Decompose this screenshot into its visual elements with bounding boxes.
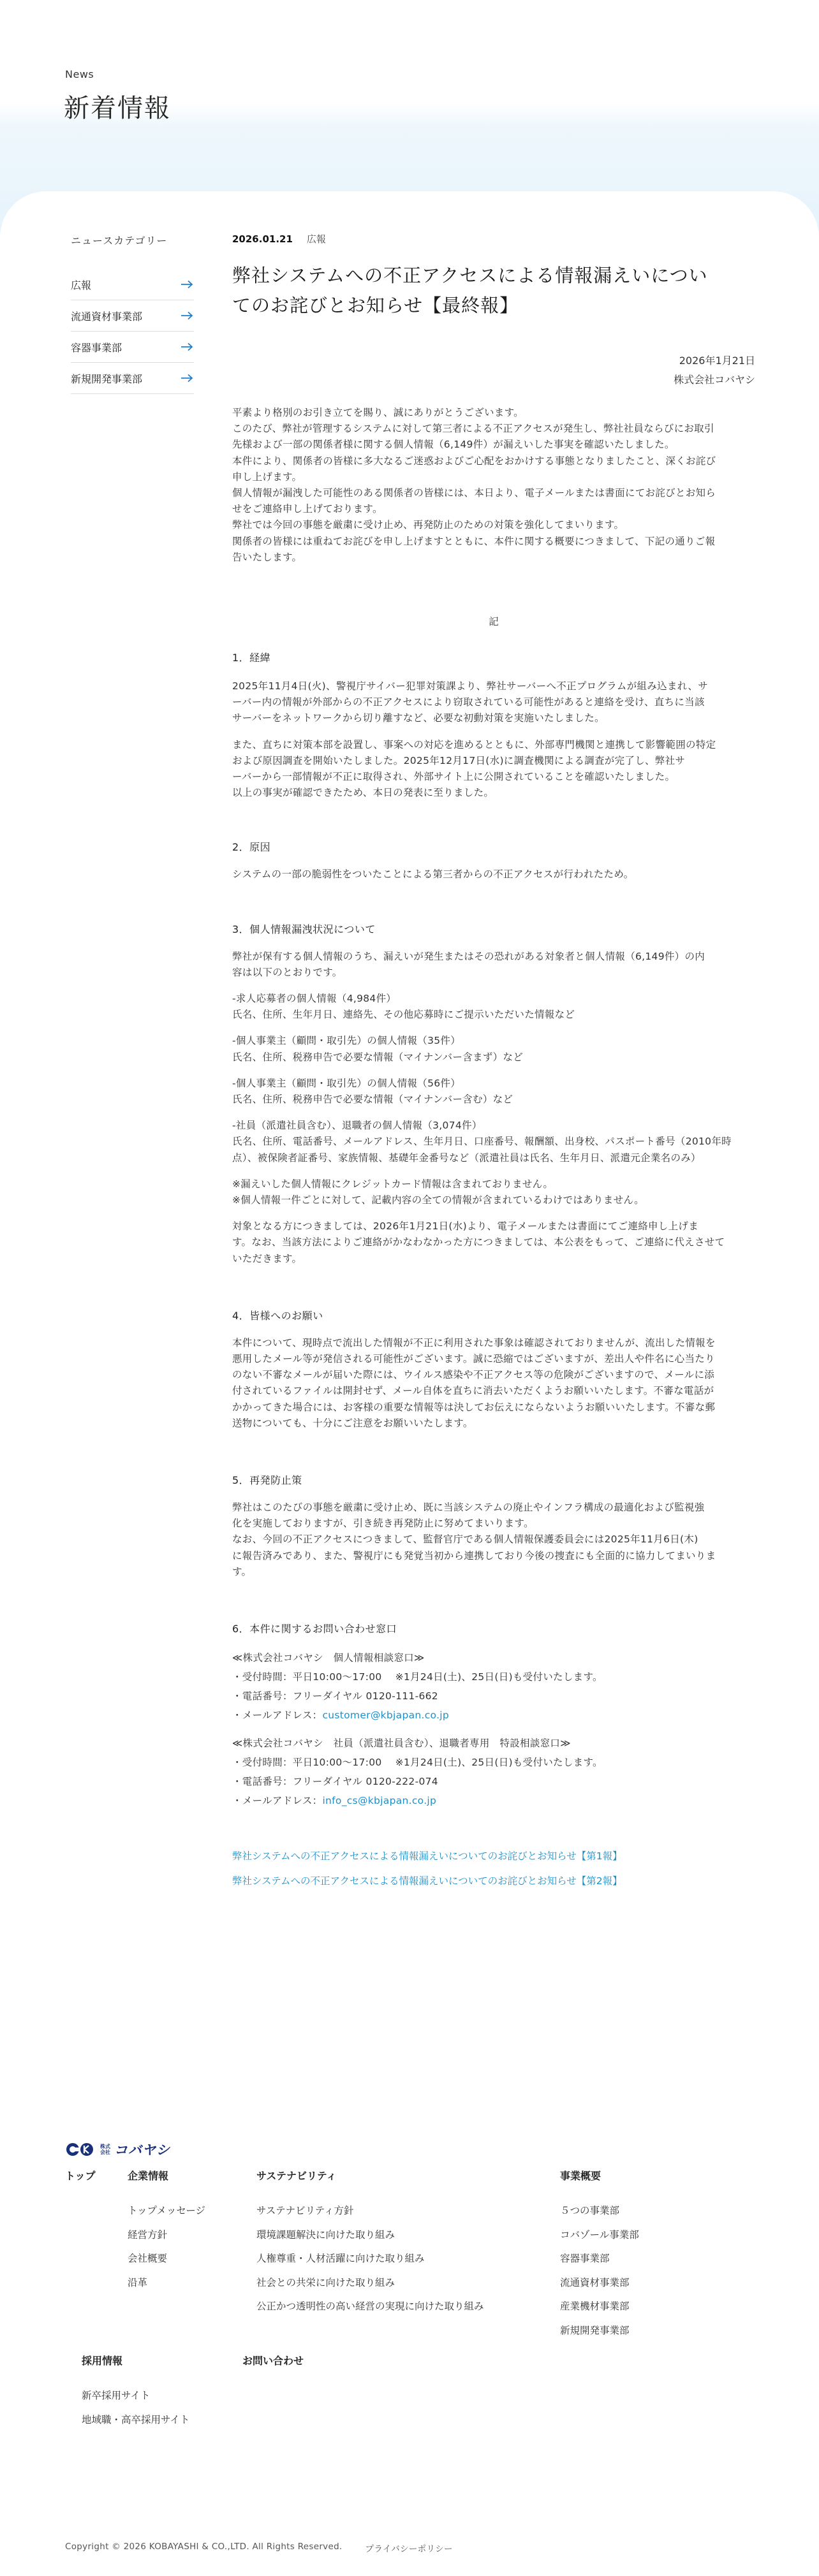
section-3 — [232, 921, 755, 1267]
footer-heading-sustainability[interactable]: サステナビリティ — [256, 2170, 337, 2182]
text-line: ※漏えいした個人情報にクレジットカード情報は含まれておりません。 — [232, 1178, 554, 1190]
section-heading: 4．皆様へのお願い — [232, 1309, 323, 1322]
related-link-report-1[interactable]: 弊社システムへの不正アクセスによる情報漏えいについてのお詫びとお知らせ【第1報】 — [232, 1850, 623, 1862]
section-paragraph — [232, 737, 755, 801]
text-line: 容は以下のとおりです。 — [232, 966, 343, 978]
text-line: す。 — [232, 1565, 252, 1577]
article-category: 広報 — [306, 233, 326, 245]
article-signature — [232, 351, 755, 390]
contact-mail-label: ・メールアドレス： — [232, 1795, 323, 1807]
contact-mail-label: ・メールアドレス： — [232, 1709, 323, 1722]
logo-small-text — [100, 2144, 110, 2155]
section-heading: 6．本件に関するお問い合わせ窓口 — [232, 1623, 397, 1636]
contact-mail-row — [232, 1706, 755, 1725]
text-line: なお、今回の不正アクセスにつきまして、監督官庁である個人情報保護委員会には2025年11月6日(木) — [232, 1533, 698, 1546]
footer-link[interactable]: 会社概要 — [128, 2253, 168, 2264]
text-line: 2025年11月4日(火)、警視庁サイバー犯罪対策課より、弊社サーバーへ不正プログラムが組み込まれ、サ — [232, 680, 709, 692]
text-line: 平素より格別のお引き立てを賜り、誠にありがとうございます。 — [232, 406, 524, 418]
footer-link[interactable]: 環境課題解決に向けた取り組み — [256, 2228, 395, 2241]
footer-link[interactable]: ５つの事業部 — [560, 2205, 620, 2216]
section-heading: 3．個人情報漏洩状況について — [232, 923, 376, 935]
sidebar-item-label: 広報 — [71, 279, 92, 291]
section-paragraph — [232, 867, 755, 882]
footer-logo[interactable] — [66, 2140, 170, 2159]
leak-item — [232, 1118, 755, 1166]
section-paragraph — [232, 949, 755, 981]
text-line: -個人事業主（顧問・取引先）の個人情報（56件） — [232, 1077, 461, 1089]
text-line: に報告済みであり、また、警視庁にも発覚当初から連携しており今後の捜査にも全面的に協力してまいりま — [232, 1549, 716, 1562]
related-link-report-2[interactable]: 弊社システムへの不正アクセスによる情報漏えいについてのお詫びとお知らせ【第2報】 — [232, 1875, 623, 1887]
text-line: 弊社はこのたびの事態を厳粛に受け止め、既に当該システムの廃止やインフラ構成の最適化および監視強 — [232, 1502, 705, 1514]
news-category-sidebar — [71, 233, 194, 394]
footer-link[interactable]: トップメッセージ — [128, 2205, 205, 2216]
sidebar-item-label: 新規開発事業部 — [71, 372, 143, 385]
footer-bottom — [65, 2542, 453, 2554]
text-line: 本件により、関係者の皆様に多大なるご迷惑およびご心配をおかけする事態となりましたこと、深くお詫び — [232, 455, 716, 467]
section-paragraph — [232, 1218, 755, 1267]
footer-col-contact — [242, 2353, 304, 2367]
section-heading: 2．原因 — [232, 841, 271, 854]
footer-col-top — [65, 2168, 96, 2183]
leak-note — [232, 1176, 755, 1208]
text-line: 先様および一部の関係者様に関する個人情報（6,149件）が漏えいした事実を確認いたしました。 — [232, 439, 675, 451]
privacy-policy-link[interactable]: プライバシーポリシー — [365, 2544, 453, 2554]
text-line: 氏名、住所、電話番号、メールアドレス、生年月日、口座番号、報酬額、出身校、パスポート番号（2010年時 — [232, 1136, 732, 1148]
text-line: 化を実施しておりますが、引き続き再発防止に努めてまいります。 — [232, 1518, 534, 1530]
text-line: サーバーをネットワークから切り離すなど、必要な初動対策を実施いたしました。 — [232, 712, 605, 724]
section-4 — [232, 1308, 755, 1431]
text-line: 以上の事実が確認できたため、本日の発表に至りました。 — [232, 787, 494, 799]
footer-col-recruit — [82, 2353, 189, 2432]
leak-item — [232, 1033, 755, 1065]
text-line: す。なお、当該方法によりご連絡がかなわなかった方につきましては、本公表をもって、ご連絡に代えさせて — [232, 1236, 725, 1248]
text-line: 氏名、住所、税務申告で必要な情報（マイナンバー含む）など — [232, 1094, 513, 1106]
sidebar-item-label: 流通資材事業部 — [71, 310, 143, 323]
text-line: せをご連絡申し上げております。 — [232, 503, 383, 515]
article-date: 2026.01.21 — [232, 233, 293, 245]
text-line: -社員（派遣社員含む）、退職者の個人情報（3,074件） — [232, 1120, 482, 1132]
contact-mail-link[interactable]: info_cs@kbjapan.co.jp — [322, 1795, 437, 1807]
section-5 — [232, 1472, 755, 1580]
text-line: 関係者の皆様には重ねてお詫びを申し上げますとともに、本件に関する概要につきまして、下記の通りご報 — [232, 535, 716, 547]
contact-hours: ・受付時間：平日10:00～17:00 ※1月24日(土)、25日(日)も受付いたします。 — [232, 1757, 603, 1769]
section-2 — [232, 839, 755, 882]
ki-marker: 記 — [489, 615, 499, 627]
footer-recruit-links — [82, 2384, 189, 2432]
footer-link[interactable]: 流通資材事業部 — [560, 2276, 630, 2288]
footer-link[interactable]: 新卒採用サイト — [82, 2390, 151, 2401]
related-links — [232, 1848, 755, 1889]
text-line: ーバーから一部情報が不正に取得され、外部サイト上に公開されていることを確認いたしました。 — [232, 770, 675, 782]
copyright-text: Copyright © 2026 KOBAYASHI & CO.,LTD. All Rights Reserved. — [65, 2542, 343, 2552]
sidebar-item-new-development[interactable] — [71, 363, 194, 394]
logo-small-line: 会社 — [100, 2149, 110, 2155]
footer-link[interactable]: 沿革 — [128, 2276, 148, 2288]
sidebar-item-label: 容器事業部 — [71, 341, 122, 354]
text-line: 告いたします。 — [232, 551, 302, 563]
article-meta — [232, 232, 755, 245]
article-title — [232, 261, 755, 321]
footer-sustainability-links — [256, 2199, 484, 2319]
text-line: 点）、被保険者証番号、家族情報、基礎年金番号など（派遣社員は氏名、生年月日、派遣元企業名のみ） — [232, 1152, 701, 1164]
text-line: 本件について、現時点で流出した情報が不正に利用された事象は確認されておりませんが、流出した情報を — [232, 1336, 716, 1349]
footer-col-business — [560, 2168, 639, 2343]
text-line: 弊社が保有する個人情報のうち、漏えいが発生またはその恐れがある対象者と個人情報（6,149件）の内 — [232, 950, 705, 962]
arrow-right-icon — [180, 311, 194, 320]
footer-link[interactable]: 産業機材事業部 — [560, 2301, 630, 2312]
signature-company: 株式会社コバヤシ — [674, 373, 755, 386]
text-line: また、直ちに対策本部を設置し、事案への対応を進めるとともに、外部専門機関と連携して影響範囲の特定 — [232, 738, 716, 750]
section-1 — [232, 650, 755, 801]
footer-link[interactable]: コバゾール事業部 — [560, 2228, 639, 2241]
contact-name: ≪株式会社コバヤシ 個人情報相談窓口≫ — [232, 1652, 425, 1664]
footer-heading-contact[interactable]: お問い合わせ — [242, 2355, 304, 2367]
text-line: 悪用したメール等が発信される可能性がございます。誠に恐縮ではございますが、差出人や件名に心当たり — [232, 1353, 715, 1365]
leak-item — [232, 991, 755, 1023]
text-line: ーバー内の情報が外部からの不正アクセスにより窃取されている可能性があると連絡を受け、直ちに当該 — [232, 696, 705, 708]
text-line: 送物についても、十分にご注意をお願いいたします。 — [232, 1417, 473, 1429]
footer-link[interactable]: 社会との共栄に向けた取り組み — [256, 2276, 395, 2288]
contact-mail-row — [232, 1791, 755, 1810]
page-title: 新着情報 — [64, 94, 171, 123]
intro-paragraph — [232, 405, 755, 566]
section-paragraph — [232, 1335, 755, 1431]
arrow-right-icon — [180, 374, 194, 383]
footer-heading-recruit[interactable]: 採用情報 — [82, 2355, 123, 2367]
news-article — [232, 232, 755, 1889]
footer-heading-business[interactable]: 事業概要 — [560, 2170, 601, 2182]
footer-link[interactable]: 地域職・高卒採用サイト — [82, 2413, 190, 2426]
footer-link[interactable]: 公正かつ透明性の高い経営の実現に向けた取り組み — [256, 2301, 484, 2312]
footer-link[interactable]: 人権尊重・人材活躍に向けた取り組み — [256, 2253, 425, 2264]
text-line: システムの一部の脆弱性をついたことによる第三者からの不正アクセスが行われたため。 — [232, 868, 634, 881]
text-line: ※個人情報一件ごとに対して、記載内容の全ての情報が含まれているわけではありません。 — [232, 1194, 644, 1206]
logo-small-line: 株式 — [100, 2144, 110, 2149]
text-line: 氏名、住所、生年月日、連絡先、その他応募時にご提示いただいた情報など — [232, 1009, 575, 1021]
footer-business-links — [560, 2199, 639, 2343]
hero-label-en: News — [65, 68, 94, 80]
footer-col-company — [128, 2168, 205, 2295]
footer-link[interactable]: 容器事業部 — [560, 2253, 610, 2264]
article-title-line: 弊社システムへの不正アクセスによる情報漏えいについ — [232, 265, 708, 286]
footer-link[interactable]: 新規開発事業部 — [560, 2324, 630, 2336]
text-line: -求人応募者の個人情報（4,984件） — [232, 993, 397, 1004]
text-line: 氏名、住所、税務申告で必要な情報（マイナンバー含まず）など — [232, 1051, 524, 1063]
sidebar-title: ニュースカテゴリー — [71, 235, 168, 247]
text-line: 個人情報が漏洩した可能性のある関係者の皆様には、本日より、電子メールまたは書面にてお詫びとお知ら — [232, 487, 716, 499]
signature-date: 2026年1月21日 — [679, 354, 755, 367]
text-line: 付されているファイルは開封せず、メール自体を直ちに消去いただくようお願いいたします。不審な電話が — [232, 1385, 714, 1397]
contact-tel: ・電話番号：フリーダイヤル 0120-111-662 — [232, 1690, 438, 1702]
text-line: いただきます。 — [232, 1252, 302, 1264]
text-line: 申し上げます。 — [232, 471, 302, 483]
contact-block-employee — [232, 1734, 755, 1810]
contact-hours: ・受付時間：平日10:00～17:00 ※1月24日(土)、25日(日)も受付いたします。 — [232, 1671, 603, 1683]
footer-col-sustainability — [256, 2168, 484, 2319]
footer-link[interactable]: サステナビリティ方針 — [256, 2205, 354, 2216]
contact-block-customer — [232, 1648, 755, 1725]
text-line: -個人事業主（顧問・取引先）の個人情報（35件） — [232, 1035, 461, 1047]
text-line: のない不審なメールが届いた際には、ウイルス感染や不正アクセス等の危険がございますので、メールに添 — [232, 1369, 715, 1381]
section-heading: 1．経緯 — [232, 651, 271, 664]
footer-top-link[interactable]: トップ — [65, 2170, 96, 2182]
sidebar-item-container[interactable] — [71, 332, 194, 363]
sidebar-item-pr[interactable] — [71, 269, 194, 300]
contact-mail-link[interactable]: customer@kbjapan.co.jp — [322, 1709, 450, 1722]
text-line: 対象となる方につきましては、2026年1月21日(水)より、電子メールまたは書面にてご連絡申し上げま — [232, 1220, 699, 1233]
section-heading: 5．再発防止策 — [232, 1474, 302, 1487]
text-line: 弊社では今回の事態を厳粛に受け止め、再発防止のための対策を強化してまいります。 — [232, 519, 624, 531]
footer-link[interactable]: 経営方針 — [128, 2228, 168, 2241]
section-paragraph — [232, 678, 755, 727]
text-line: このたび、弊社が管理するシステムに対して第三者による不正アクセスが発生し、弊社社員ならびにお取引 — [232, 423, 714, 435]
kobayashi-logo-mark-icon — [66, 2142, 96, 2156]
arrow-right-icon — [180, 280, 194, 289]
footer-company-links — [128, 2199, 205, 2295]
arrow-right-icon — [180, 342, 194, 351]
sidebar-item-logistics[interactable] — [71, 300, 194, 332]
contact-tel: ・電話番号：フリーダイヤル 0120-222-074 — [232, 1776, 438, 1788]
section-6 — [232, 1621, 755, 1810]
text-line: かかってきた場合には、お客様の重要な情報等は決してお伝えにならないようお願いいたします。不審な郵 — [232, 1401, 716, 1413]
leak-item — [232, 1076, 755, 1108]
contact-name: ≪株式会社コバヤシ 社員（派遣社員含む）、退職者専用 特設相談窓口≫ — [232, 1738, 571, 1750]
article-title-line: てのお詫びとお知らせ【最終報】 — [232, 294, 519, 316]
text-line: および原因調査を開始いたしました。2025年12月17日(水)に調査機関による調査が完了し、弊社サ — [232, 754, 686, 766]
section-paragraph — [232, 1500, 755, 1580]
footer-heading-company[interactable]: 企業情報 — [128, 2170, 169, 2182]
logo-wordmark: コバヤシ — [114, 2142, 170, 2158]
